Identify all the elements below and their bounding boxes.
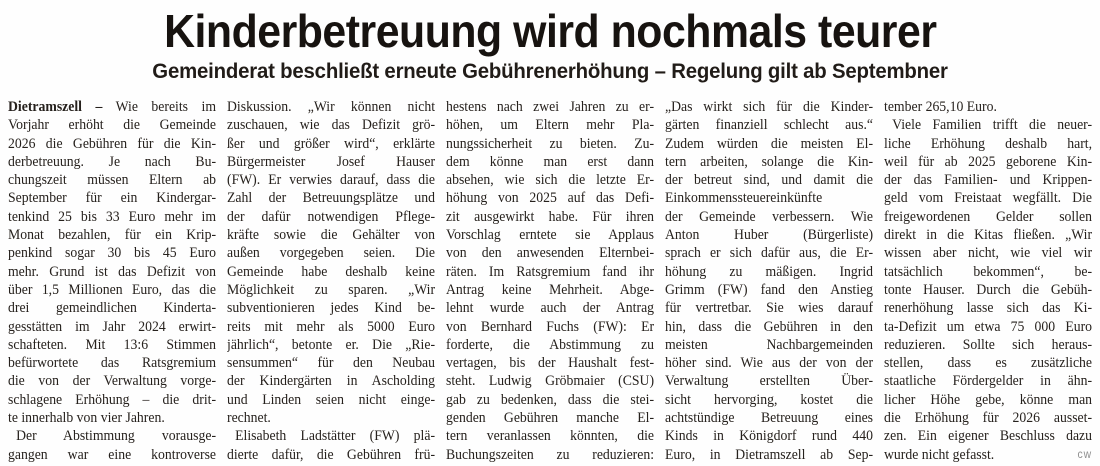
- text-line: gab zu bedenken, dass die stei-: [446, 390, 655, 408]
- text-line: Kinds in Königdorf rund 440: [665, 427, 874, 445]
- text-line: steht. Ludwig Gröbmaier (CSU): [446, 372, 655, 390]
- text-line: tatsächlich bekommen“, be-: [884, 262, 1093, 280]
- article-subhead: [0, 59, 1100, 85]
- text-line: licher Höhe gebe, könne man: [884, 390, 1093, 408]
- text-line: über 1,5 Millionen Euro, das die: [8, 280, 217, 298]
- text-line: höhung zu mäßigen. Ingrid: [665, 262, 874, 280]
- text-line: der Gemeinde verbessern. Wie: [665, 207, 874, 225]
- text-line: außen vorgegeben seien. Die: [227, 244, 436, 262]
- text-line: zuschauen, wie das Defizit grö-: [227, 116, 436, 134]
- text-line: reduzieren. Sollte sich heraus-: [884, 335, 1093, 353]
- column-text: [884, 98, 1092, 464]
- text-line: sicht hervorging, kostet die: [665, 390, 874, 408]
- text-line: gesstätten im Jahr 2024 erwirt-: [8, 317, 217, 335]
- text-line: Verwaltung erstellten Über-: [665, 372, 874, 390]
- text-line: wurde nicht gefasst. cw: [884, 445, 1093, 463]
- text-line: geld vom Freistaat wegfällt. Die: [884, 189, 1093, 207]
- text-line: chungszeit müssen Eltern ab: [8, 171, 217, 189]
- text-line: tenkind 25 bis 33 Euro mehr im: [8, 207, 217, 225]
- text-line: von Bernhard Fuchs (FW): Er: [446, 317, 655, 335]
- text-line: Bürgermeister Josef Hauser: [227, 152, 436, 170]
- text-line: Gemeinde habe deshalb keine: [227, 262, 436, 280]
- text-line: 2026 die Gebühren für die Kin-: [8, 134, 217, 152]
- author-initials: cw: [1077, 448, 1093, 461]
- text-line: höhung von 2025 auf das Defi-: [446, 189, 655, 207]
- text-line: (FW). Er verwies darauf, dass die: [227, 171, 436, 189]
- text-line: dierte dafür, die Gebühren frü-: [227, 445, 436, 463]
- column-text: [8, 98, 216, 464]
- text-line: ßer und größer wird“, erklärte: [227, 134, 436, 152]
- text-line: Zahl der Betreuungsplätze und: [227, 189, 436, 207]
- text-line: räten. Im Ratsgremium fand ihr: [446, 262, 655, 280]
- text-line: Antrag keine Mehrheit. Abge-: [446, 280, 655, 298]
- text-line: schafteten. Mit 13:6 Stimmen: [8, 335, 217, 353]
- text-line: tern arbeiten, solange die Kin-: [665, 152, 874, 170]
- text-line: gärten finanziell schlecht aus.“: [665, 116, 874, 134]
- text-line: wissen aber nicht, wie viel wir: [884, 244, 1093, 262]
- text-line: gangen war eine kontroverse: [8, 445, 217, 463]
- text-line: Vorschlag erntete sie Applaus: [446, 226, 655, 244]
- text-line: direkt in die Kitas fließen. „Wir: [884, 226, 1093, 244]
- text-line: reits mit mehr als 5000 Euro: [227, 317, 436, 335]
- article-column-5: [884, 98, 1092, 464]
- text-line: mehr. Grund ist das Defizit von: [8, 262, 217, 280]
- text-line: die von der Verwaltung vorge-: [8, 372, 217, 390]
- text-line: absehen, wie sich die letzte Er-: [446, 171, 655, 189]
- article-column-1: [8, 98, 216, 464]
- text-line: Zudem würden die meisten El-: [665, 134, 874, 152]
- text-line: Buchungszeiten zu reduzieren:: [446, 445, 655, 463]
- text-line: „Das wirkt sich für die Kinder-: [665, 98, 874, 115]
- text-line: lehnt wurde auch der Antrag: [446, 299, 655, 317]
- text-line: Anton Huber (Bürgerliste): [665, 226, 874, 244]
- text-line: drei gemeindlichen Kinderta-: [8, 299, 217, 317]
- dateline-location: Dietramszell –: [8, 98, 103, 115]
- article-body: [8, 98, 1092, 464]
- text-line: der dafür notwendigen Pflege-: [227, 207, 436, 225]
- text-line: nungssicherheit zu bieten. Zu-: [446, 134, 655, 152]
- text-line: Viele Familien trifft die neuer-: [892, 116, 1093, 134]
- text-line: höhen, um Eltern mehr Pla-: [446, 116, 655, 134]
- text-line: tonte Hauser. Durch die Gebüh-: [884, 280, 1093, 298]
- text-line: Der Abstimmung vorausge-: [16, 427, 217, 445]
- text-line: höher sind. Wie aus der von der: [665, 354, 874, 372]
- text-line: genden Gebühren manche El-: [446, 409, 655, 427]
- text-line: der das Familien- und Krippen-: [884, 171, 1093, 189]
- text-line: Euro, in Dietramszell ab Sep-: [665, 445, 874, 463]
- article-column-4: [665, 98, 873, 464]
- text-line: meisten Nachbargemeinden: [665, 335, 874, 353]
- text-line: liche Erhöhung deshalb hart,: [884, 134, 1093, 152]
- text-line: jährlich“, betonte er. Die „Rie-: [227, 335, 436, 353]
- article-column-3: [446, 98, 654, 464]
- text-line: die Erhöhung für 2026 ausset-: [884, 409, 1093, 427]
- text-line: zen. Ein eigener Beschluss dazu: [884, 427, 1093, 445]
- text-line: schlagene Erhöhung – die drit-: [8, 390, 217, 408]
- text-line: Monat bezahlen, für ein Krip-: [8, 226, 217, 244]
- article-headline: [0, 6, 1100, 56]
- text-line: tember 265,10 Euro.: [884, 98, 997, 115]
- text-line: befürwortete das Ratsgremium: [8, 354, 217, 372]
- text-line: Vorjahr erhöht die Gemeinde: [8, 116, 217, 134]
- text-line: ta-Defizit um etwa 75 000 Euro: [884, 317, 1093, 335]
- article-subhead-text: Gemeinderat beschließt erneute Gebührenerhöhung – Regelung gilt ab Septembner: [152, 60, 948, 83]
- text-line: für vertretbar. Sie wies darauf: [665, 299, 874, 317]
- text-line: hestens nach zwei Jahren zu er-: [446, 98, 655, 115]
- text-line: achtstündige Betreuung eines: [665, 409, 874, 427]
- text-line: staatliche Fördergelder in ähn-: [884, 372, 1093, 390]
- text-line: derbetreuung. Je nach Bu-: [8, 152, 217, 170]
- text-line: Möglichkeit zu sparen. „Wir: [227, 280, 436, 298]
- text-line: der betreut sind, und damit die: [665, 171, 874, 189]
- text-line: September für ein Kindergar-: [8, 189, 217, 207]
- text-line: vertagen, bis der Haushalt fest-: [446, 354, 655, 372]
- text-line: tern veranlassen könnten, die: [446, 427, 655, 445]
- text-line: subventionieren jedes Kind be-: [227, 299, 436, 317]
- text-line: renerhöhung lasse sich das Ki-: [884, 299, 1093, 317]
- text-line: weil für ab 2025 geborene Kin-: [884, 152, 1093, 170]
- text-line: Grimm (FW) fand den Anstieg: [665, 280, 874, 298]
- text-line: Einkommenssteuereinkünfte: [665, 189, 823, 207]
- article-headline-text: Kinderbetreuung wird nochmals teurer: [163, 5, 937, 57]
- text-line: hin, dass die Gebühren in den: [665, 317, 874, 335]
- text-line: rechnet.: [227, 409, 271, 427]
- article-column-2: [227, 98, 435, 464]
- text-line: Diskussion. „Wir können nicht: [227, 98, 436, 115]
- text-line: sprach er sich dafür aus, die Er-: [665, 244, 874, 262]
- column-text: [665, 98, 873, 464]
- text-line: te innerhalb von vier Jahren.: [8, 409, 165, 427]
- text-line: stellen, dass es zusätzliche: [884, 354, 1093, 372]
- text-line: der Kindergärten in Ascholding: [227, 372, 436, 390]
- column-text: [446, 98, 654, 464]
- text-line: kräfte sowie die Gehälter von: [227, 226, 436, 244]
- text-line: sensummen“ für den Neubau: [227, 354, 436, 372]
- text-line: freigewordenen Gelder sollen: [884, 207, 1093, 225]
- text-line: Elisabeth Ladstätter (FW) plä-: [235, 427, 436, 445]
- text-line: von den anwesenden Elternbei-: [446, 244, 655, 262]
- text-line: forderte, die Abstimmung zu: [446, 335, 655, 353]
- text-line: Dietramszell – Wie bereits im: [8, 98, 217, 115]
- text-line: und Linden seien nicht einge-: [227, 390, 436, 408]
- text-line: penkind sogar 30 bis 45 Euro: [8, 244, 217, 262]
- text-line: dem könne man erst dann: [446, 152, 655, 170]
- column-text: [227, 98, 435, 464]
- text-line: zit ausgewirkt habe. Für ihren: [446, 207, 655, 225]
